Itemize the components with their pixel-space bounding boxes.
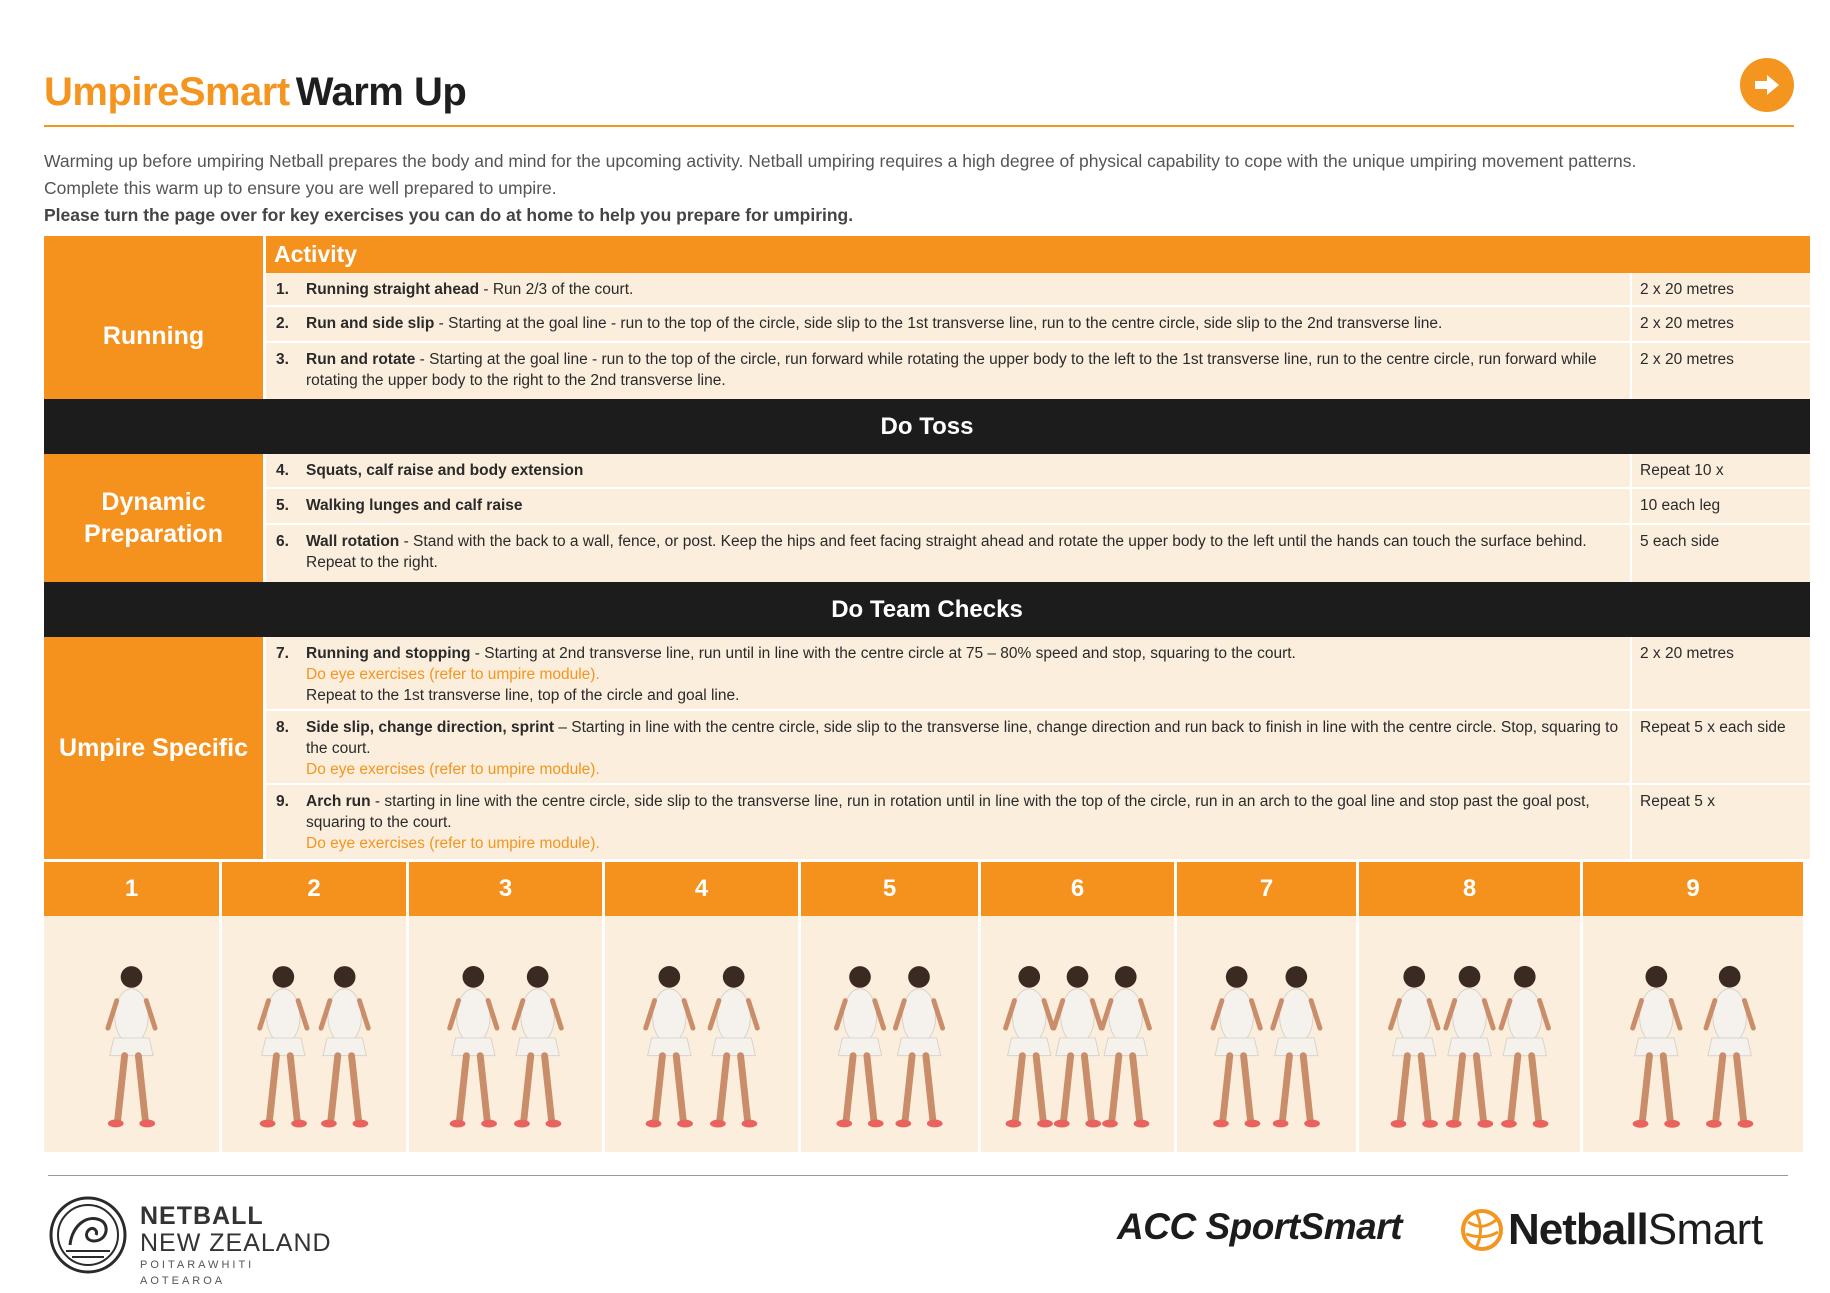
section-label: Umpire Specific [44, 637, 266, 859]
row-desc: - Run 2/3 of the court. [479, 281, 634, 298]
section-label: Running [44, 273, 266, 399]
row-number: 4. [276, 462, 289, 479]
row-desc: - Starting at 2nd transverse line, run until in line with the centre circle at 75 – 80% speed and stop, squaring to the court. [470, 645, 1296, 662]
row-reps: 10 each leg [1640, 497, 1721, 514]
figure-number: 8 [1359, 862, 1583, 916]
athlete-figures-icon [605, 916, 798, 1152]
athlete-figure [450, 966, 497, 1127]
figure-number: 4 [605, 862, 801, 916]
exercise-photo [409, 916, 605, 1152]
athlete-figures-icon [44, 916, 219, 1152]
row-reps: 2 x 20 metres [1640, 645, 1734, 662]
athlete-figures-icon [222, 916, 406, 1152]
nnz-line-3: POITARAWHITI AOTEAROA [140, 1259, 255, 1287]
figure-number: 9 [1583, 862, 1806, 916]
row-title: Walking lunges and calf raise [306, 497, 523, 514]
table-row [266, 489, 1810, 525]
intro-line-3: Please turn the page over for key exercises you can do at home to help you prepare for umpiring. [44, 205, 854, 225]
next-page-button[interactable] [1740, 58, 1794, 112]
table-header-blank [44, 236, 266, 273]
row-desc: – Starting in line with the centre circle, side slip to the transverse line, change direction and run back to finish in line with the centre circle. Stop, squaring to the court. [306, 719, 1619, 757]
table-row [266, 307, 1810, 343]
netballsmart-logo [1460, 1200, 1763, 1260]
eye-exercise-note: Do eye exercises (refer to umpire module). [306, 835, 600, 852]
athlete-figures-icon [1359, 916, 1580, 1152]
athlete-figures-icon [981, 916, 1174, 1152]
figure-number: 1 [44, 862, 222, 916]
figure-number: 3 [409, 862, 605, 916]
row-title: Running straight ahead [306, 281, 480, 298]
header [44, 58, 1794, 128]
table-row [266, 525, 1810, 582]
table-row [266, 785, 1810, 859]
row-number: 7. [276, 645, 289, 662]
intro-line-1: Warming up before umpiring Netball prepares the body and mind for the upcoming activity. Netball umpiring requires a high degree of physical capability to cope with the unique umpiring movement patterns. [44, 151, 1637, 171]
row-desc: - Starting at the goal line - run to the top of the circle, side slip to the 1st transverse line, run to the centre circle, side slip to the 2nd transverse line. [434, 315, 1443, 332]
row-number: 5. [276, 497, 289, 514]
arrow-right-icon [1752, 70, 1782, 100]
row-title: Running and stopping [306, 645, 471, 662]
warmup-table [44, 236, 1810, 859]
row-reps: 2 x 20 metres [1640, 315, 1734, 332]
athlete-figure [1633, 966, 1680, 1128]
row-reps: Repeat 10 x [1640, 462, 1724, 479]
table-row [266, 711, 1810, 785]
figure-number-row [44, 862, 1806, 916]
nnz-line-1: NETBALL [140, 1202, 264, 1230]
row-number: 3. [276, 351, 289, 368]
row-title: Side slip, change direction, sprint [306, 719, 555, 736]
netball-nz-logo [48, 1195, 338, 1287]
athlete-figure [108, 966, 155, 1127]
row-after: Repeat to the 1st transverse line, top of the circle and goal line. [306, 687, 740, 704]
acc-sportsmart-logo: ACC SportSmart [1117, 1206, 1402, 1247]
title-brand: UmpireSmart [44, 70, 290, 114]
athlete-figures-icon [801, 916, 978, 1152]
table-row [266, 637, 1810, 711]
athlete-figure [321, 966, 368, 1127]
athlete-figure [1054, 966, 1101, 1127]
netball-nz-emblem-icon [48, 1195, 128, 1275]
intro-text [44, 148, 1804, 229]
figure-number: 2 [222, 862, 409, 916]
athlete-figure [514, 966, 561, 1127]
row-number: 6. [276, 533, 289, 550]
netballsmart-light: Smart [1647, 1205, 1763, 1254]
athlete-figure [646, 966, 693, 1127]
header-divider [44, 125, 1794, 127]
eye-exercise-note: Do eye exercises (refer to umpire module). [306, 761, 600, 778]
athlete-figure [1501, 966, 1548, 1128]
section-running [44, 273, 1810, 399]
section-label: Dynamic Preparation [44, 454, 266, 582]
exercise-photo [1177, 916, 1359, 1152]
row-reps: Repeat 5 x [1640, 793, 1715, 810]
row-desc: - Stand with the back to a wall, fence, or post. Keep the hips and feet facing straight ahead and rotate the upper body to the left until the hands can touch the surface behind. Repeat to the right. [306, 533, 1587, 571]
figure-number: 5 [801, 862, 981, 916]
athlete-figure [1006, 966, 1053, 1127]
exercise-photo [44, 916, 222, 1152]
row-title: Run and rotate [306, 351, 416, 368]
row-desc: - Starting at the goal line - run to the top of the circle, run forward while rotating the upper body to the left to the 1st transverse line, run to the centre circle, run forward while rotating the upper body to the right to the 2nd transverse line. [306, 351, 1597, 389]
table-row [266, 343, 1810, 399]
row-title: Run and side slip [306, 315, 435, 332]
row-reps: 5 each side [1640, 533, 1720, 550]
do-toss-bar: Do Toss [44, 399, 1810, 454]
figure-number: 7 [1177, 862, 1359, 916]
row-number: 1. [276, 281, 289, 298]
table-row [266, 273, 1810, 307]
figure-photo-row [44, 916, 1806, 1152]
exercise-photo [605, 916, 801, 1152]
section-dynamic-preparation [44, 454, 1810, 582]
figure-number: 6 [981, 862, 1177, 916]
athlete-figure [895, 966, 942, 1127]
nnz-line-2: NEW ZEALAND [140, 1229, 332, 1257]
row-desc: - starting in line with the centre circle, side slip to the transverse line, run in rotation until in line with the top of the circle, run in an arch to the goal line and stop past the goal post, squaring to the court. [306, 793, 1590, 831]
row-title: Wall rotation [306, 533, 400, 550]
eye-exercise-note: Do eye exercises (refer to umpire module). [306, 666, 600, 683]
row-reps: 2 x 20 metres [1640, 281, 1734, 298]
athlete-figure [836, 966, 883, 1127]
title-rest: Warm Up [295, 70, 467, 114]
exercise-photo [222, 916, 409, 1152]
athlete-figures-icon [409, 916, 602, 1152]
row-title: Squats, calf raise and body extension [306, 462, 584, 479]
athlete-figure [1446, 966, 1493, 1128]
athlete-figure [1391, 966, 1438, 1128]
exercise-figures-strip [44, 862, 1806, 1152]
netball-icon [1460, 1208, 1504, 1252]
athlete-figure [1213, 966, 1260, 1127]
table-row [266, 454, 1810, 489]
athlete-figure [1273, 966, 1320, 1127]
athlete-figure [260, 966, 307, 1127]
activity-header: Activity [266, 236, 1810, 273]
intro-line-2: Complete this warm up to ensure you are well prepared to umpire. [44, 178, 557, 198]
exercise-photo [981, 916, 1177, 1152]
table-header-row [44, 236, 1810, 273]
row-number: 9. [276, 793, 289, 810]
row-number: 8. [276, 719, 289, 736]
netballsmart-bold: Netball [1508, 1205, 1648, 1254]
row-reps: 2 x 20 metres [1640, 351, 1734, 368]
athlete-figure [1102, 966, 1149, 1127]
athlete-figures-icon [1583, 916, 1803, 1152]
row-reps: Repeat 5 x each side [1640, 719, 1786, 736]
row-title: Arch run [306, 793, 371, 810]
do-team-checks-bar: Do Team Checks [44, 582, 1810, 637]
row-number: 2. [276, 315, 289, 332]
athlete-figure [710, 966, 757, 1127]
athlete-figure [1706, 966, 1753, 1128]
exercise-photo [1359, 916, 1583, 1152]
exercise-photo [801, 916, 981, 1152]
footer-divider [48, 1175, 1788, 1176]
page-title [44, 70, 466, 115]
athlete-figures-icon [1177, 916, 1356, 1152]
exercise-photo [1583, 916, 1806, 1152]
section-umpire-specific [44, 637, 1810, 859]
